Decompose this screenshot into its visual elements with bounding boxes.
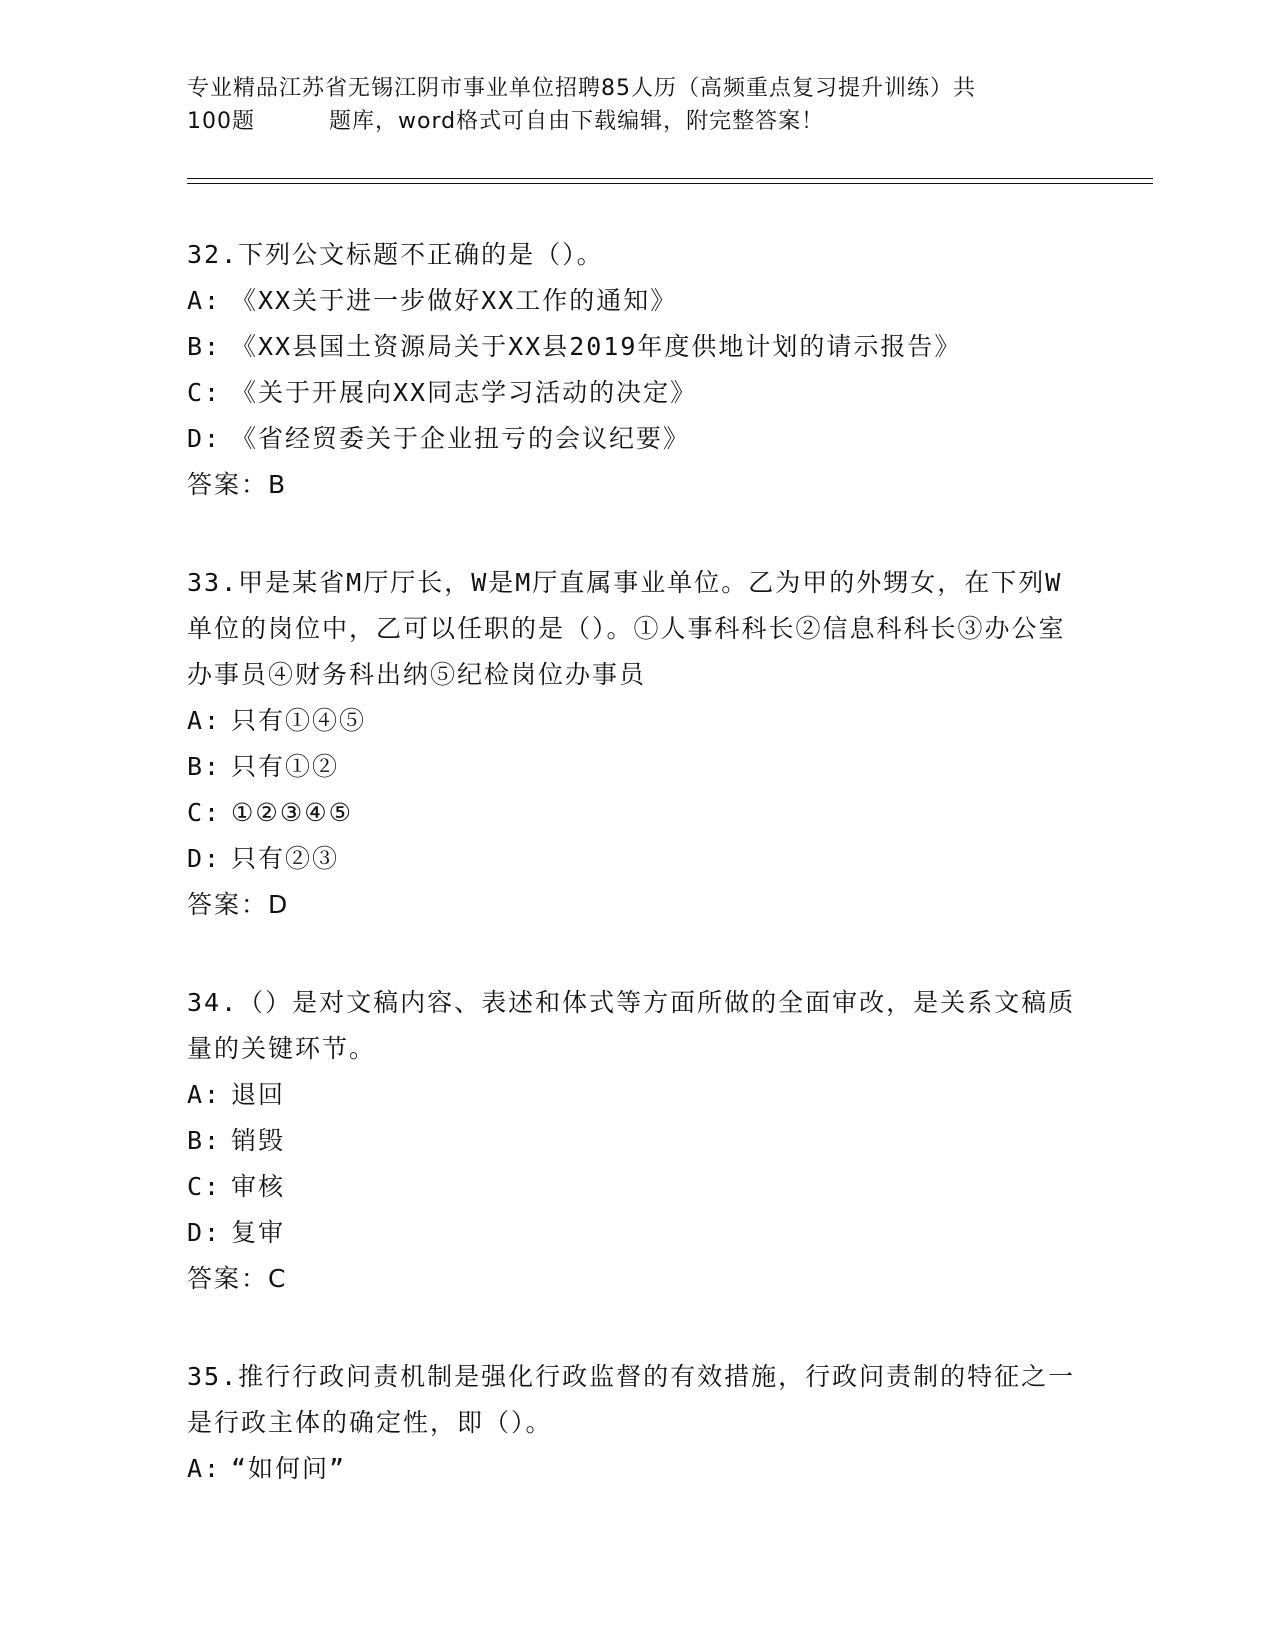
option-text: 审核 (231, 1172, 286, 1201)
option-b (187, 1118, 1087, 1164)
question-stem: 33.甲是某省M厅厅长，W是M厅直属事业单位。乙为甲的外甥女，在下列W单位的岗位中，乙可以任职的是（）。①人事科科长②信息科科长③办公室办事员④财务科出纳⑤纪检岗位办事员 (187, 568, 1066, 689)
answer-line: 答案：C (187, 1264, 288, 1293)
header-line-1: 专业精品江苏省无锡江阴市事业单位招聘85人历（高频重点复习提升训练）共 (187, 76, 976, 101)
question-stem: 35.推行行政问责机制是强化行政监督的有效措施，行政问责制的特征之一是行政主体的确定性，即（）。 (187, 1362, 1076, 1437)
option-text: 退回 (231, 1080, 286, 1109)
option-text: 只有②③ (231, 844, 340, 873)
question-33 (187, 560, 1087, 928)
option-a (187, 1446, 1087, 1492)
option-letter: D: (187, 1218, 222, 1247)
option-text: 《省经贸委关于企业扭亏的会议纪要》 (231, 424, 691, 453)
header-description: 题库，word格式可自由下载编辑，附完整答案！ (329, 109, 825, 134)
option-letter: B: (187, 1126, 222, 1155)
option-text: “如何问” (231, 1454, 347, 1483)
option-c (187, 1164, 1087, 1210)
option-letter: D: (187, 424, 222, 453)
header-divider-top (187, 178, 1153, 179)
question-stem: 34.（）是对文稿内容、表述和体式等方面所做的全面审改，是关系文稿质量的关键环节。 (187, 988, 1076, 1063)
option-text: ①②③④⑤ (231, 798, 354, 827)
option-text: 《关于开展向XX同志学习活动的决定》 (231, 378, 698, 407)
option-letter: C: (187, 1172, 222, 1201)
option-letter: A: (187, 1080, 222, 1109)
option-letter: C: (187, 378, 222, 407)
option-b (187, 744, 1087, 790)
option-text: 复审 (231, 1218, 286, 1247)
answer-line: 答案：B (187, 470, 288, 499)
option-c (187, 790, 1087, 836)
option-d (187, 416, 1087, 462)
option-text: 只有①② (231, 752, 340, 781)
option-letter: A: (187, 286, 222, 315)
header-line-2 (187, 105, 1087, 138)
option-a (187, 698, 1087, 744)
question-list (187, 232, 1087, 1544)
option-a (187, 1072, 1087, 1118)
option-c (187, 370, 1087, 416)
option-letter: A: (187, 706, 222, 735)
document-header (187, 72, 1087, 138)
option-d (187, 1210, 1087, 1256)
option-text: 《XX关于进一步做好XX工作的通知》 (231, 286, 678, 315)
option-d (187, 836, 1087, 882)
question-35 (187, 1354, 1087, 1492)
question-32 (187, 232, 1087, 508)
option-text: 《XX县国土资源局关于XX县2019年度供地计划的请示报告》 (231, 332, 962, 361)
option-text: 销毁 (231, 1126, 286, 1155)
option-letter: B: (187, 752, 222, 781)
option-letter: B: (187, 332, 222, 361)
option-b (187, 324, 1087, 370)
header-divider-bottom (187, 183, 1153, 184)
answer-line: 答案：D (187, 890, 290, 919)
option-letter: C: (187, 798, 222, 827)
question-stem: 32.下列公文标题不正确的是（）。 (187, 240, 604, 269)
option-text: 只有①④⑤ (231, 706, 367, 735)
header-count: 100题 (187, 109, 255, 134)
option-letter: D: (187, 844, 222, 873)
option-a (187, 278, 1087, 324)
option-letter: A: (187, 1454, 222, 1483)
question-34 (187, 980, 1087, 1302)
